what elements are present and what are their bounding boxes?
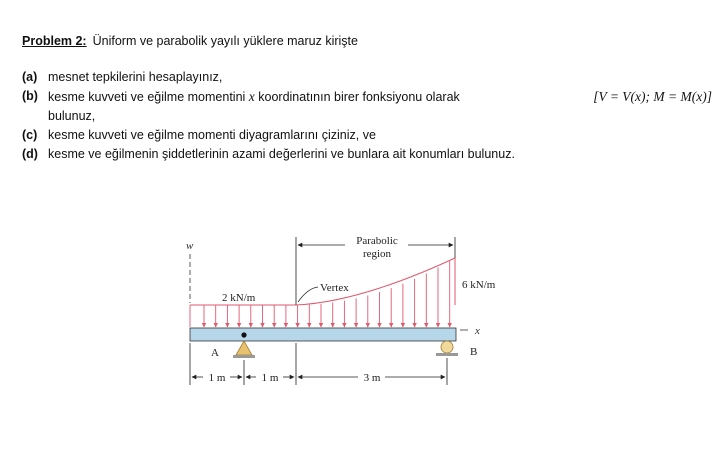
item-b-text-before: kesme kuvveti ve eğilme momentini xyxy=(48,90,246,104)
support-a-pin xyxy=(236,341,252,355)
item-text: mesnet tepkilerini hesaplayınız, xyxy=(48,70,223,84)
parabolic-label-1: Parabolic xyxy=(356,235,398,247)
item-mark: (d) xyxy=(22,147,38,161)
item-mark: (c) xyxy=(22,128,38,142)
item-text: kesme kuvveti ve eğilme momenti diyagramlarını çiziniz, ve xyxy=(48,128,376,142)
end-load-label: 6 kN/m xyxy=(462,279,496,291)
item-b-continuation: bulunuz, xyxy=(48,109,96,123)
problem-heading: Üniform ve parabolik yayılı yüklere maruz kirişte xyxy=(92,34,358,48)
support-b-label: B xyxy=(470,346,478,358)
vertex-label: Vertex xyxy=(320,282,349,294)
support-a-base xyxy=(233,355,255,358)
problem-label: Problem 2: xyxy=(22,34,87,48)
parabolic-label-2: region xyxy=(362,248,392,260)
beam-dot xyxy=(241,332,246,337)
support-b-roller xyxy=(441,341,453,353)
item-text: kesme ve eğilmenin şiddetlerinin azami değerlerini ve bunlara ait konumları bulunuz. xyxy=(48,147,515,161)
dim-3-label: 3 m xyxy=(363,372,381,384)
support-a-label: A xyxy=(211,347,219,359)
load-axis-label: w xyxy=(186,240,194,252)
item-b-text-middle: koordinatının birer fonksiyonu olarak xyxy=(258,90,460,104)
uniform-load-label: 2 kN/m xyxy=(222,292,256,304)
dim-2-label: 1 m xyxy=(261,372,279,384)
item-mark: (a) xyxy=(22,70,38,84)
dim-1-label: 1 m xyxy=(208,372,226,384)
beam xyxy=(190,328,456,341)
vertex-leader xyxy=(298,287,318,302)
support-b-base xyxy=(436,353,458,356)
formula: [V = V(x); M = M(x)] xyxy=(593,89,712,104)
item-mark: (b) xyxy=(22,89,38,103)
x-variable: x xyxy=(248,89,255,104)
x-axis-label: x xyxy=(475,325,480,337)
